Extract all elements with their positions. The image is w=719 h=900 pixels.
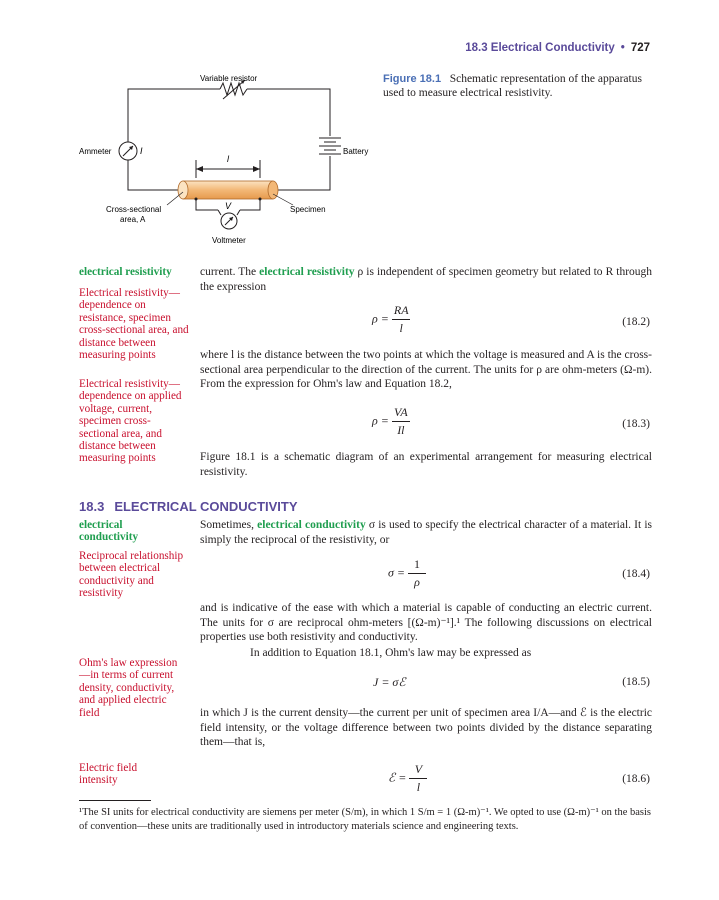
eq184-numerator: 1 bbox=[414, 557, 421, 571]
equation-number-18-6: (18.6) bbox=[622, 773, 650, 785]
eq183-denominator: Il bbox=[392, 421, 410, 438]
header-section: 18.3 Electrical Conductivity bbox=[465, 42, 615, 54]
label-voltage-v: V bbox=[225, 201, 232, 211]
p1-text-a: current. The bbox=[200, 266, 257, 278]
paragraph-resistivity-intro bbox=[200, 265, 652, 294]
specimen-cylinder bbox=[178, 181, 278, 199]
variable-resistor-symbol bbox=[220, 83, 247, 95]
eq182-numerator: RA bbox=[393, 303, 409, 317]
eq182-fraction bbox=[392, 303, 411, 336]
header-bullet: • bbox=[620, 42, 625, 54]
equation-18-3 bbox=[372, 405, 410, 438]
eq182-lhs: ρ = bbox=[372, 311, 389, 326]
equation-18-6 bbox=[388, 762, 427, 795]
paragraph-resistivity-definition: where l is the distance between the two points at which the voltage is measured and A is the cross-sectional area perpendicular to the direction of the current. The units for ρ are ohm-meters (Ω-m). From the expression for Ohm's law and Equation 18.2, bbox=[200, 349, 652, 391]
eq184-lhs: σ = bbox=[388, 565, 406, 580]
section-number: 18.3 bbox=[79, 499, 105, 514]
margin-term-electrical-resistivity: electrical resistivity bbox=[79, 266, 172, 278]
paragraph-conductivity-intro bbox=[200, 518, 652, 547]
section-title: ELECTRICAL CONDUCTIVITY bbox=[114, 499, 298, 514]
section-heading bbox=[79, 499, 308, 514]
label-cross-sectional-area-1: Cross-sectional bbox=[106, 205, 162, 214]
paragraph-ohms-law-intro: In addition to Equation 18.1, Ohm's law may be expressed as bbox=[250, 647, 532, 659]
paragraph-conductivity-units: and is indicative of the ease with which a material is capable of conducting an electric current. The units for σ are reciprocal ohm-meters [(Ω-m)⁻¹].¹ The following discussions on electrical properties use both resistivity and conductivity. bbox=[200, 602, 652, 644]
equation-18-5: J = σℰ bbox=[373, 675, 406, 689]
label-current-i: I bbox=[140, 146, 143, 156]
eq186-numerator: V bbox=[414, 762, 423, 776]
equation-number-18-3: (18.3) bbox=[622, 418, 650, 430]
figure-caption bbox=[383, 72, 653, 100]
eq183-numerator: VA bbox=[393, 405, 408, 419]
margin-note-electric-field: Electric field intensity bbox=[79, 762, 138, 787]
equation-18-2 bbox=[372, 303, 411, 336]
label-specimen: Specimen bbox=[290, 205, 326, 214]
margin-note-resistivity-resistance: Electrical resistivity—dependence on resistance, specimen cross-sectional area, and distance between measuring points bbox=[79, 287, 189, 362]
eq186-fraction bbox=[409, 762, 427, 795]
p4-bold-term: electrical conductivity bbox=[257, 519, 366, 531]
page-number: 727 bbox=[630, 42, 650, 54]
eq186-lhs: ℰ = bbox=[388, 770, 407, 785]
eq182-denominator: l bbox=[392, 319, 410, 336]
margin-note-resistivity-voltage: Electrical resistivity—dependence on applied voltage, current, specimen cross-sectional area, and distance between measuring points bbox=[79, 378, 182, 465]
equation-number-18-5: (18.5) bbox=[622, 676, 650, 688]
p4-text-b: σ is used to specify the electrical character of a material. It is simply the reciprocal of the resistivity, or bbox=[200, 519, 653, 546]
label-length-l: l bbox=[227, 154, 229, 164]
eq184-fraction bbox=[408, 557, 426, 590]
equation-18-4 bbox=[388, 557, 426, 590]
label-cross-sectional-area-2: area, A bbox=[120, 215, 146, 224]
label-ammeter: Ammeter bbox=[79, 147, 112, 156]
equation-number-18-4: (18.4) bbox=[622, 568, 650, 580]
eq184-denominator: ρ bbox=[408, 573, 426, 590]
battery-symbol bbox=[319, 138, 341, 154]
figure-18-1-schematic bbox=[75, 68, 375, 253]
equation-number-18-2: (18.2) bbox=[622, 316, 650, 328]
footnote-rule bbox=[79, 800, 151, 801]
figure-caption-label: Figure 18.1 bbox=[383, 73, 442, 85]
figure-caption-text: Schematic representation of the apparatus used to measure electrical resistivity. bbox=[383, 73, 642, 99]
paragraph-current-density: in which J is the current density—the current per unit of specimen area I/A—and ℰ is the electric field intensity, or the voltage difference between two points divided by the distance separating them—that is, bbox=[200, 707, 652, 749]
p1-bold-term: electrical resistivity bbox=[259, 266, 355, 278]
footnote: ¹The SI units for electrical conductivity are siemens per meter (S/m), in which 1 S/m = 1 (Ω-m)⁻¹. We opted to use (Ω-m)⁻¹ on the basis of convention—these units are traditionally used in introductory materials science and engineering texts. bbox=[79, 807, 652, 832]
eq183-lhs: ρ = bbox=[372, 413, 389, 428]
p4-text-a: Sometimes, bbox=[200, 519, 254, 531]
eq186-denominator: l bbox=[409, 778, 427, 795]
label-voltmeter: Voltmeter bbox=[212, 236, 246, 245]
running-header bbox=[465, 42, 650, 54]
margin-term-electrical-conductivity: electrical conductivity bbox=[79, 519, 139, 544]
label-battery: Battery bbox=[343, 147, 369, 156]
eq183-fraction bbox=[392, 405, 410, 438]
p1-text-b: ρ is independent of specimen geometry but related to R through the expression bbox=[200, 266, 653, 293]
paragraph-figure-reference: Figure 18.1 is a schematic diagram of an experimental arrangement for measuring electrical resistivity. bbox=[200, 451, 652, 478]
label-variable-resistor: Variable resistor bbox=[200, 74, 258, 83]
margin-note-reciprocal: Reciprocal relationship between electrical conductivity and resistivity bbox=[79, 550, 184, 600]
margin-note-ohms-law: Ohm's law expression—in terms of current density, conductivity, and applied electric field bbox=[79, 657, 178, 719]
